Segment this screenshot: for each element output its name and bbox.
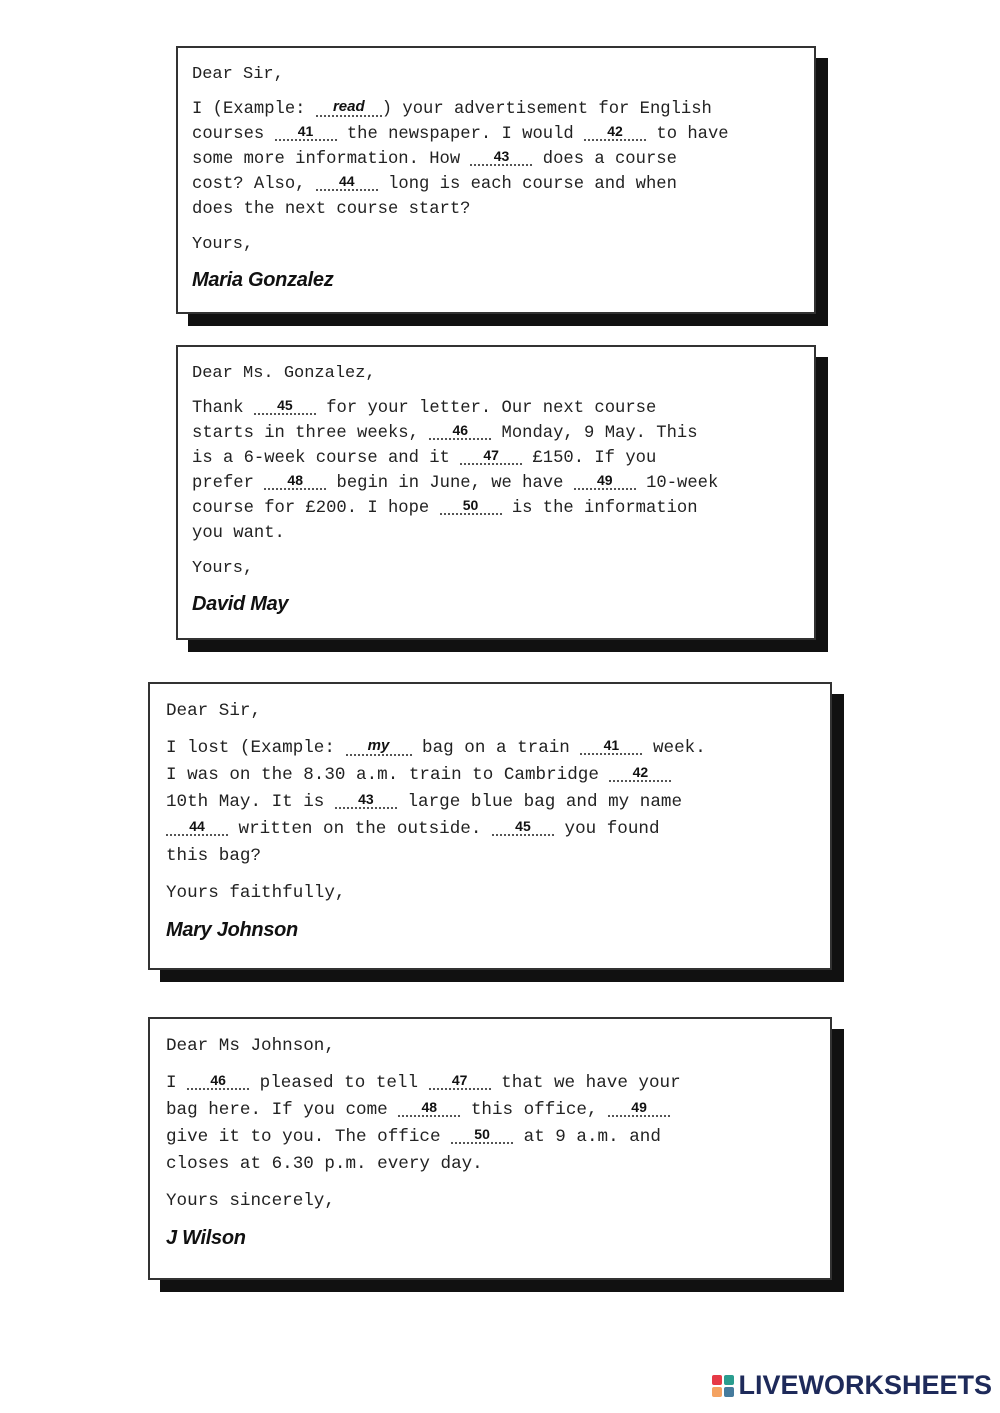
logo-square	[724, 1375, 734, 1385]
logo-square	[712, 1387, 722, 1397]
letter-card	[176, 46, 816, 314]
body-text: long is each course and when	[377, 175, 677, 194]
gap-number-44[interactable]: 44	[166, 818, 228, 836]
body-text: Thank	[192, 399, 254, 418]
body-text: give it to you. The office	[166, 1127, 452, 1147]
gap-number-49[interactable]: 49	[574, 472, 636, 490]
letter-body	[166, 735, 814, 870]
body-text: starts in three weeks,	[192, 424, 430, 443]
letter-card	[148, 1017, 832, 1280]
body-text: the newspaper. I would	[336, 125, 585, 144]
body-text: 10-week	[635, 474, 719, 493]
gap-number-47[interactable]: 47	[460, 447, 522, 465]
gap-number-45[interactable]: 45	[492, 818, 554, 836]
letter-closing: Yours faithfully,	[166, 883, 346, 903]
letter-card	[148, 682, 832, 970]
gap-number-45[interactable]: 45	[254, 397, 316, 415]
body-line	[192, 496, 800, 521]
body-line	[166, 1097, 814, 1124]
gap-number-43[interactable]: 43	[470, 148, 532, 166]
body-text: is the information	[501, 499, 698, 518]
body-text: course for £200. I hope	[192, 499, 440, 518]
gap-number-41[interactable]: 41	[275, 123, 337, 141]
letter-body	[166, 1070, 814, 1178]
body-text: that we have your	[490, 1073, 681, 1093]
example-answer: read	[316, 99, 382, 117]
body-text: week.	[642, 738, 706, 758]
gap-number-49[interactable]: 49	[608, 1099, 670, 1117]
letter-body	[192, 97, 800, 222]
letter-body	[192, 396, 800, 546]
example-answer: my	[346, 738, 412, 756]
letter-closing: Yours sincerely,	[166, 1191, 335, 1211]
body-line	[166, 1151, 814, 1178]
body-text: I	[166, 1073, 188, 1093]
body-line	[192, 471, 800, 496]
body-line	[166, 1070, 814, 1097]
body-text: does a course	[532, 150, 677, 169]
body-line	[166, 1124, 814, 1151]
body-line	[166, 843, 814, 870]
body-text: you found	[553, 819, 660, 839]
body-text: to have	[646, 125, 729, 144]
letter-closing: Yours,	[192, 235, 254, 254]
letter-signature: David May	[192, 593, 289, 615]
body-text: I lost (Example:	[166, 738, 346, 758]
body-line	[166, 789, 814, 816]
body-line	[166, 735, 814, 762]
letter-closing: Yours,	[192, 559, 254, 578]
body-text: prefer	[192, 474, 265, 493]
body-text: for your letter. Our next course	[315, 399, 657, 418]
body-text: pleased to tell	[249, 1073, 429, 1093]
body-text: bag here. If you come	[166, 1100, 399, 1120]
body-text: I (Example:	[192, 100, 316, 119]
body-line	[166, 816, 814, 843]
body-text: Monday, 9 May. This	[491, 424, 698, 443]
liveworksheets-icon	[712, 1375, 734, 1397]
body-text: bag on a train	[411, 738, 581, 758]
body-line	[192, 122, 800, 147]
body-text: courses	[192, 125, 275, 144]
body-text: closes at 6.30 p.m. every day.	[166, 1154, 483, 1174]
body-line	[192, 197, 800, 222]
body-text: written on the outside.	[228, 819, 492, 839]
body-text: cost? Also,	[192, 175, 316, 194]
body-text: some more information. How	[192, 150, 471, 169]
logo-square	[724, 1387, 734, 1397]
body-text: you want.	[192, 524, 285, 543]
gap-number-48[interactable]: 48	[264, 472, 326, 490]
body-line	[192, 421, 800, 446]
body-text: ) your advertisement for English	[381, 100, 712, 119]
gap-number-46[interactable]: 46	[187, 1072, 249, 1090]
body-line	[192, 521, 800, 546]
body-line	[192, 97, 800, 122]
body-text: this bag?	[166, 846, 262, 866]
gap-number-43[interactable]: 43	[335, 791, 397, 809]
body-text: at 9 a.m. and	[513, 1127, 661, 1147]
letter-greeting: Dear Ms Johnson,	[166, 1036, 335, 1056]
logo-square	[712, 1375, 722, 1385]
letter-signature: Mary Johnson	[166, 919, 298, 941]
gap-number-48[interactable]: 48	[398, 1099, 460, 1117]
body-line	[192, 147, 800, 172]
body-text: I was on the 8.30 a.m. train to Cambridge	[166, 765, 610, 785]
gap-number-41[interactable]: 41	[580, 737, 642, 755]
body-line	[192, 446, 800, 471]
gap-number-47[interactable]: 47	[429, 1072, 491, 1090]
body-text: £150. If you	[522, 449, 657, 468]
letter-signature: Maria Gonzalez	[192, 269, 334, 291]
body-text: does the next course start?	[192, 200, 471, 219]
gap-number-44[interactable]: 44	[316, 173, 378, 191]
gap-number-42[interactable]: 42	[609, 764, 671, 782]
brand-text: LIVEWORKSHEETS	[738, 1370, 992, 1400]
letter-greeting: Dear Ms. Gonzalez,	[192, 364, 376, 383]
body-line	[192, 172, 800, 197]
gap-number-50[interactable]: 50	[451, 1126, 513, 1144]
letter-signature: J Wilson	[166, 1227, 246, 1249]
letter-card	[176, 345, 816, 640]
body-line	[192, 396, 800, 421]
gap-number-42[interactable]: 42	[584, 123, 646, 141]
letter-greeting: Dear Sir,	[192, 65, 284, 84]
liveworksheets-logo	[712, 1370, 992, 1401]
body-text: this office,	[460, 1100, 609, 1120]
body-text: is a 6-week course and it	[192, 449, 461, 468]
body-text: begin in June, we have	[326, 474, 574, 493]
gap-number-50[interactable]: 50	[440, 497, 502, 515]
body-line	[166, 762, 814, 789]
letter-greeting: Dear Sir,	[166, 701, 262, 721]
body-text: large blue bag and my name	[396, 792, 683, 812]
gap-number-46[interactable]: 46	[429, 422, 491, 440]
body-text: 10th May. It is	[166, 792, 335, 812]
